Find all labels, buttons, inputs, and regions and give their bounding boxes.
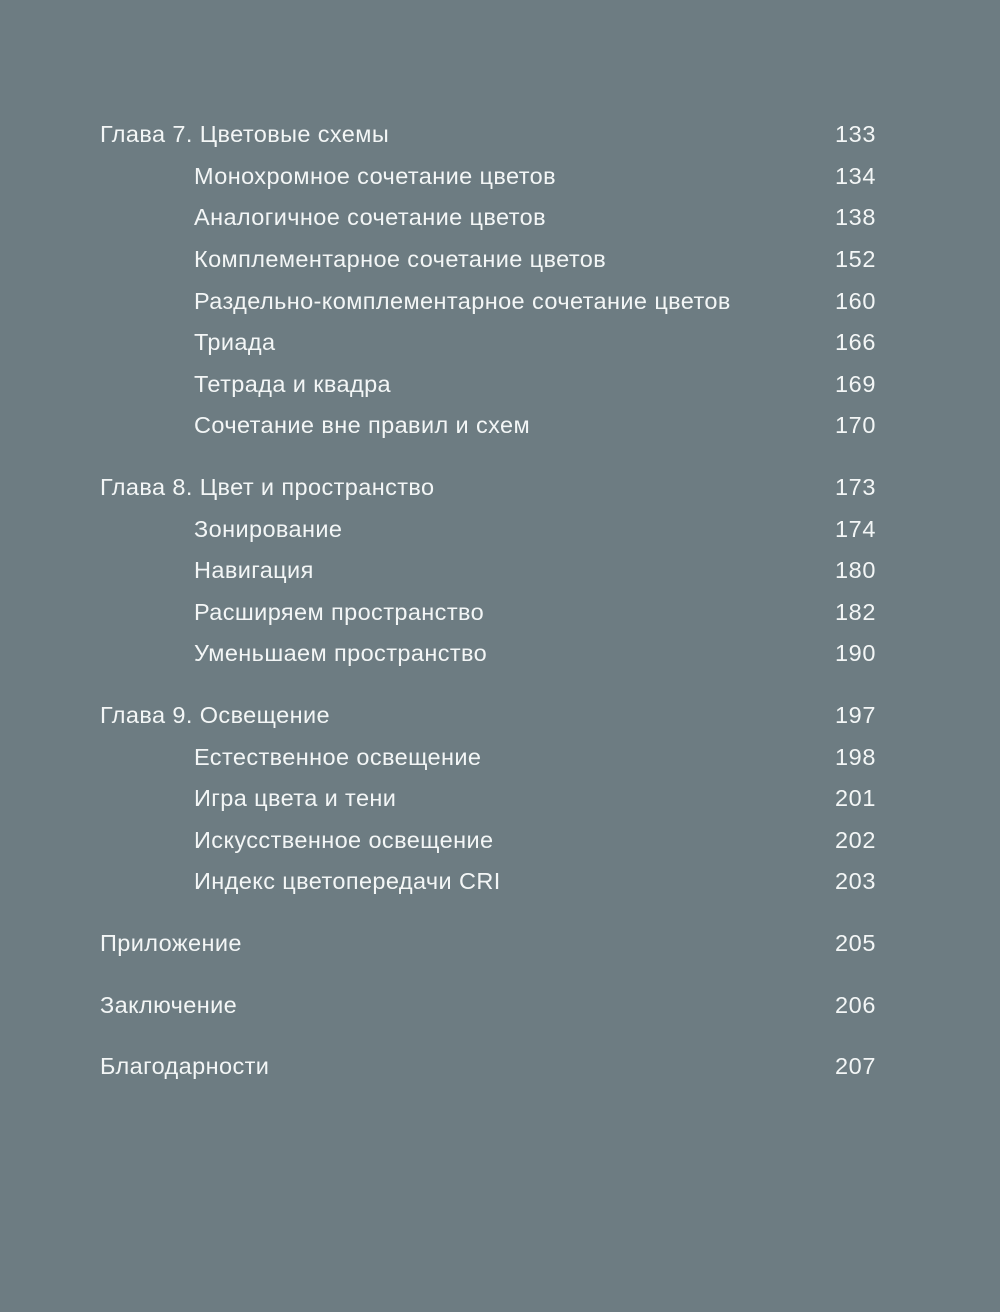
toc-item-row-title: Монохромное сочетание цветов: [194, 162, 556, 189]
toc-section-row: [100, 923, 876, 965]
toc-item-row: [100, 778, 876, 820]
toc-item-row: [100, 820, 876, 862]
toc-section-row-title: Благодарности: [100, 1053, 270, 1080]
toc-item-row-title: Игра цвета и тени: [194, 785, 397, 812]
toc-item-row: [100, 197, 876, 239]
toc-section-row-title: Глава 7. Цветовые схемы: [100, 121, 390, 148]
toc-item-row-page-number: 152: [834, 246, 876, 273]
toc-item-row-page-number: 138: [834, 204, 876, 231]
toc-section-row-title: Приложение: [100, 929, 242, 956]
toc-section-row: [100, 467, 876, 509]
toc-item-row-title: Аналогичное сочетание цветов: [194, 204, 546, 231]
toc-item-row-page-number: 174: [834, 515, 876, 542]
toc-item-row-page-number: 190: [834, 640, 876, 667]
toc-item-row: [100, 156, 876, 198]
toc-item-row: [100, 405, 876, 447]
toc-item-row-title: Триада: [194, 329, 276, 356]
toc-section-row-page-number: 205: [834, 929, 876, 956]
toc-item-row: [100, 280, 876, 322]
toc-item-row: [100, 508, 876, 550]
toc-item-row-title: Зонирование: [194, 515, 343, 542]
toc-item-row-title: Расширяем пространство: [194, 598, 485, 625]
toc-item-row-page-number: 203: [834, 868, 876, 895]
toc-section-row-page-number: 173: [834, 474, 876, 501]
toc-item-row-page-number: 160: [834, 287, 876, 314]
toc-item-row-page-number: 202: [834, 826, 876, 853]
toc-section-row-title: Заключение: [100, 991, 238, 1018]
toc-item-row-page-number: 198: [834, 743, 876, 770]
toc-item-row-page-number: 182: [834, 598, 876, 625]
toc-item-row: [100, 592, 876, 634]
toc-item-row-page-number: 180: [834, 557, 876, 584]
toc-item-row-title: Сочетание вне правил и схем: [194, 412, 531, 439]
toc-item-row-title: Естественное освещение: [194, 743, 482, 770]
toc-section-row-title: Глава 8. Цвет и пространство: [100, 474, 435, 501]
toc-item-row-title: Тетрада и квадра: [194, 370, 392, 397]
toc-section-row: [100, 695, 876, 737]
toc-item-row-title: Раздельно-комплементарное сочетание цветов: [194, 287, 731, 314]
toc-item-row-page-number: 169: [834, 370, 876, 397]
toc-item-row: [100, 736, 876, 778]
toc-section-row-page-number: 133: [834, 121, 876, 148]
toc-item-row-page-number: 134: [834, 162, 876, 189]
toc-section-row-title: Глава 9. Освещение: [100, 702, 330, 729]
toc-item-row: [100, 861, 876, 903]
toc-item-row-title: Индекс цветопередачи CRI: [194, 868, 501, 895]
toc-item-row-page-number: 201: [834, 785, 876, 812]
toc-item-row: [100, 550, 876, 592]
toc-item-row-page-number: 166: [834, 329, 876, 356]
toc-item-row-page-number: 170: [834, 412, 876, 439]
toc-section-row: [100, 114, 876, 156]
toc-section-row-page-number: 206: [834, 991, 876, 1018]
toc-item-row-title: Уменьшаем пространство: [194, 640, 488, 667]
toc-section-row-page-number: 197: [834, 702, 876, 729]
toc-item-row: [100, 239, 876, 281]
toc-item-row: [100, 364, 876, 406]
toc-list: [100, 114, 876, 1087]
toc-section-row: [100, 984, 876, 1026]
toc-section-row-page-number: 207: [834, 1053, 876, 1080]
toc-item-row-title: Навигация: [194, 557, 314, 584]
toc-item-row-title: Комплементарное сочетание цветов: [194, 246, 607, 273]
toc-item-row: [100, 633, 876, 675]
toc-item-row: [100, 322, 876, 364]
toc-item-row-title: Искусственное освещение: [194, 826, 494, 853]
toc-section-row: [100, 1046, 876, 1088]
